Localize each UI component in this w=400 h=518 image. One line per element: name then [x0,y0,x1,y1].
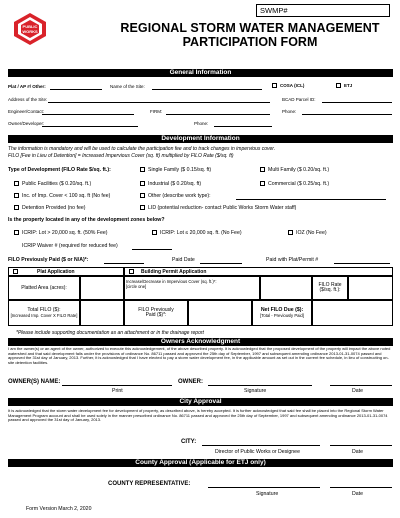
address-field[interactable] [48,102,270,103]
icrip-small-checkbox[interactable]: ICRIP: Lot ≤ 20,000 sq. ft. (No Fee) [152,230,242,236]
filo-rate-field[interactable] [348,276,393,300]
supporting-doc-note: *Please include supporting documentation as an attachment or in the drainage report [16,330,204,336]
multi-family-checkbox[interactable]: Multi Family ($ 0.20/sq. ft.) [260,167,329,173]
owner-label: Owner/Developer: [8,121,45,126]
county-signature-field[interactable] [208,487,320,488]
dev-type-label: Type of Development (FILO Rate $/sq. ft.): [8,167,111,173]
engineer-field[interactable] [42,114,134,115]
svg-text:WORKS: WORKS [22,29,38,34]
ioz-checkbox[interactable]: IOZ (No Fee) [288,230,327,236]
plat-label: Plat / AP #/ Other: [8,84,46,89]
address-label: Address of the Site: [8,97,48,102]
development-info-header: Development Information [8,135,393,143]
general-info-header: General Information [8,69,393,77]
print-caption: Print [112,388,123,394]
other-description-field[interactable] [236,199,386,200]
phone-field[interactable] [302,114,392,115]
city-label: CITY: [181,439,197,445]
owner-name-field[interactable] [62,385,172,386]
impervious-cover-field[interactable] [260,276,312,300]
owner-signature-field[interactable] [208,385,312,386]
public-works-logo-icon [13,12,47,46]
form-title-line2: PARTICIPATION FORM [182,35,318,49]
etj-checkbox[interactable]: ETJ [336,83,352,88]
owner-name-label: OWNER(S) NAME: [8,379,61,385]
development-intro-2: FILO [Fee in Lieu of Detention] = Increased Impervious Cover (sq. ft) multiplied by FILO Rate ($/sq. ft) [8,153,234,159]
phone2-field[interactable] [214,126,272,127]
inc-imp-cover-checkbox[interactable]: Inc. of Imp. Cover < 100 sq. ft (No fee) [14,193,110,199]
city-approval-header: City Approval [8,398,393,406]
paid-date-label: Paid Date [172,257,195,263]
paid-with-label: Paid with Plat/Permit # [266,257,319,263]
owners-ack-header: Owners Acknowledgment [8,338,393,346]
owner-signature-label: OWNER: [178,379,203,385]
firm-field[interactable] [166,114,270,115]
commercial-checkbox[interactable]: Commercial ($ 0.25/sq. ft.) [260,181,329,187]
owner-date-field[interactable] [330,385,392,386]
other-checkbox[interactable]: Other (describe work type): [140,193,211,199]
plat-field[interactable] [50,89,102,90]
owner-field[interactable] [42,126,138,127]
county-approval-header: County Approval (Applicable for ETJ only) [8,459,393,467]
net-filo-label: Net FILO Due ($): [Total - Previously Paid] [252,300,312,326]
form-version: Form Version March 2, 2020 [26,506,92,512]
detention-checkbox[interactable]: Detention Provided (no fee) [14,205,85,211]
signature-caption: Signature [244,388,267,394]
firm-label: FIRM: [150,109,163,114]
city-date-field[interactable] [330,445,392,446]
cosa-checkbox[interactable]: COSA (ICL) [272,83,304,88]
site-name-label: Name of the Site: [110,84,145,89]
filo-prev-paid-label: FILO Previously Paid ($)*: [124,300,188,326]
industrial-checkbox[interactable]: Industrial ($ 0.20/sq. ft) [140,181,201,187]
city-signature-field[interactable] [202,445,320,446]
filo-prev-paid-field[interactable] [188,300,252,326]
director-caption: Director of Public Works or Designee [215,449,300,455]
platted-area-field[interactable] [80,276,124,300]
engineer-label: Engineer/Contact: [8,109,45,114]
county-date-field[interactable] [330,487,392,488]
public-facilities-checkbox[interactable]: Public Facilities ($ 0.20/sq. ft.) [14,181,91,187]
form-title-line1: REGIONAL STORM WATER MANAGEMENT [120,21,380,35]
county-date-caption: Date [352,491,363,497]
swmp-number-field[interactable]: SWMP# [256,4,390,17]
net-filo-field[interactable] [312,300,393,326]
date-caption: Date [352,388,363,394]
paid-date-field[interactable] [200,263,242,264]
svg-text:PUBLIC: PUBLIC [22,24,38,29]
city-approval-text: It is acknowledged that the storm water development fee for development of property, as described above, is hereby accepted. It is further acknowledged that said fee shall be placed into the Regional Storm Water Management Program account and shall be used solely in the manner prescribed ordinance No. 86711 passed and approved the 25th day of September, 1997 and subsequent amending ordinance 2013-01-31-0074 passed and approved the 31st day of January, 2013. [8,408,388,423]
owners-ack-text: I am the owner(s) or an agent of the owner, authorized to execute this acknowledgement, of the above described property. It is acknowledged that the proposed development of the property will impact the above noted watershed and that said development falls under the provisions of ordinance No. 86711 passed and approved the 25th day of September, 1997 and subsequent amending ordinance 2013-01-31-0074 passed and approved the 31st day of January, 2013. Further, it is acknowledged that I have elected to pay a storm water development fee, in the applicable amount as set out in the current fee schedule, in lieu of constructing on-site detention facilities. [8,346,391,365]
phone2-label: Phone: [194,121,209,126]
filo-rate-label: FILO Rate ($/sq. ft.): [312,276,348,300]
bcad-field[interactable] [322,102,392,103]
county-signature-caption: Signature [256,491,279,497]
platted-area-label: Platted Area (acres): [8,276,80,300]
plat-application-checkbox[interactable]: Plat Application [8,267,124,276]
waiver-field[interactable] [132,249,172,250]
total-filo-label: Total FILO ($): [Increased Imp. Cover X FILO Rate] [8,300,80,326]
total-filo-field[interactable] [80,300,124,326]
icrip-large-checkbox[interactable]: ICRIP: Lot > 20,000 sq. ft. (50% Fee) [14,230,108,236]
single-family-checkbox[interactable]: Single Family ($ 0.15/sq. ft) [140,167,211,173]
lid-checkbox[interactable]: LID (potential reduction- contact Public Works Storm Water staff) [140,205,296,211]
phone-label: Phone: [282,109,297,114]
site-name-field[interactable] [152,89,262,90]
filo-previously-paid-label: FILO Previously Paid ($ or N/A)*: [8,257,89,263]
county-rep-label: COUNTY REPRESENTATIVE: [108,481,191,487]
building-permit-checkbox[interactable]: Building Permit Application [124,267,393,276]
paid-with-field[interactable] [334,263,390,264]
city-date-caption: Date [352,449,363,455]
impervious-cover-cell[interactable]: Increase/Decrease in Impervious Cover (sq. ft.)*: [circle one] [124,276,260,300]
filo-previously-paid-field[interactable] [104,263,144,264]
development-intro-1: The information is mandatory and will be used to calculate the participation fee and to track changes in impervious cover. [8,146,276,152]
waiver-label: ICRIP Waiver # (required for reduced fee) [22,243,118,249]
bcad-label: BCAD Parcel ID: [282,97,316,102]
zones-question: Is the property located in any of the development zones below? [8,217,165,223]
